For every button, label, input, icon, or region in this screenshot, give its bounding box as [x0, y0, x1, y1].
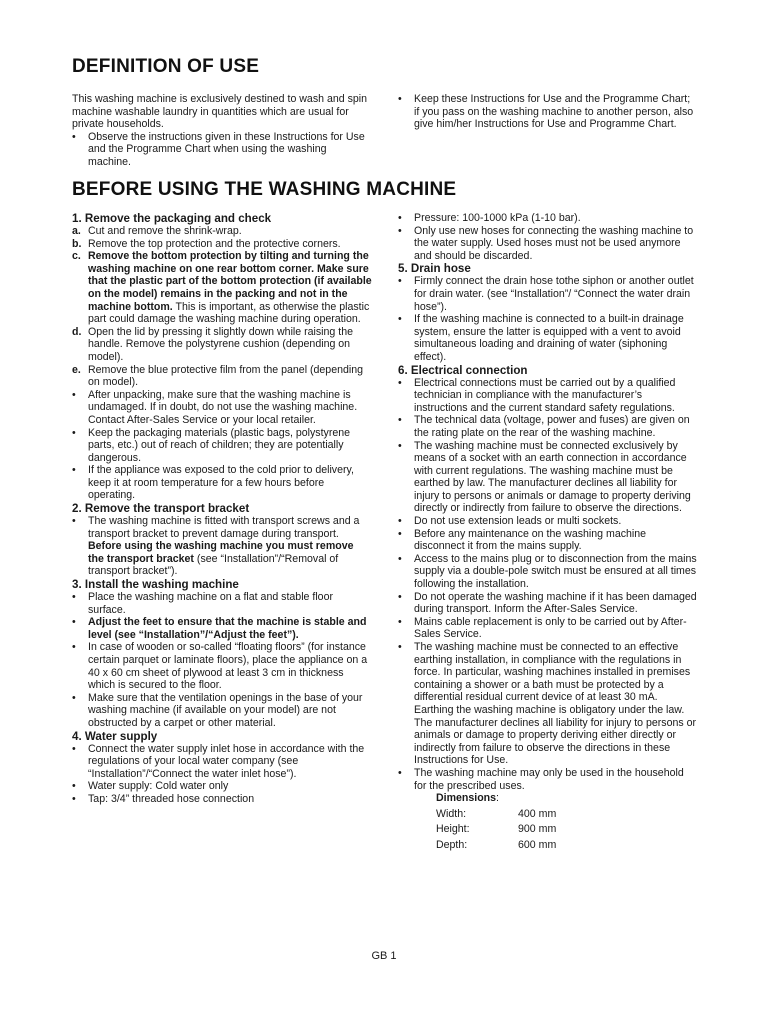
dimension-label: Width: [436, 807, 467, 820]
bullet-text: After unpacking, make sure that the washing machine is undamaged. If in doubt, do not use the washing machine. Contact After-Sales Service or your local retailer. [88, 388, 358, 426]
bullet-text: The washing machine may only be used in the household for the prescribed uses. [414, 766, 684, 792]
list-item [398, 553, 698, 591]
definition-intro: This washing machine is exclusively destined to wash and spin machine washable laundry in quantities which are usual for private households. [72, 93, 368, 131]
left-column [72, 212, 372, 806]
bullet-marker: • [72, 691, 76, 704]
bullet-text: If the washing machine is connected to a built-in drainage system, ensure the latter is equipped with a vent to avoid simultaneous loading and draining of water (siphoning effect). [414, 313, 684, 363]
bullet-marker: • [72, 792, 76, 805]
bullet-marker: • [398, 552, 402, 565]
bullet-marker: • [72, 780, 76, 793]
bullet-text: Connect the water supply inlet hose in accordance with the regulations of your local water company (see “Installation”/“Connect the water inlet hose”). [88, 742, 365, 780]
bullet-marker: • [398, 439, 402, 452]
bullet-text: Pressure: 100-1000 kPa (1-10 bar). [414, 212, 581, 224]
instruction-text: Observe the instructions given in these Instructions for Use and the Programme Chart when using the washing machine. [88, 130, 365, 168]
step-marker: b. [72, 237, 82, 250]
list-item [72, 131, 372, 169]
step-text: Remove the blue protective film from the panel (depending on model). [88, 363, 364, 389]
bullet-marker: • [398, 615, 402, 628]
list-item [72, 389, 372, 427]
bullet-text: Do not operate the washing machine if it has been damaged during transport. Inform the After-Sales Service. [414, 590, 697, 616]
remove-packaging-heading: 1. Remove the packaging and check [72, 212, 272, 225]
list-item [398, 767, 698, 792]
list-item [72, 780, 372, 793]
list-item [398, 212, 698, 225]
bullet-marker: • [72, 515, 76, 528]
bullet-marker: • [398, 641, 402, 653]
dimension-row [436, 808, 698, 821]
bullet-text: The washing machine must be connected exclusively by means of a socket with an earth connection in accordance with current regulations. The washing machine must be earthed by law. The manufacturer declines all liability for injury to persons or animals or damage to property deriving directly or indirectly from failure to observe the directions. [414, 439, 691, 515]
step-text: Cut and remove the shrink-wrap. [88, 225, 242, 237]
list-item [72, 225, 372, 238]
drain-hose-heading: 5. Drain hose [398, 262, 471, 276]
step-marker: a. [72, 225, 81, 237]
list-item [398, 377, 698, 415]
bullet-marker: • [398, 275, 402, 288]
dimension-value: 600 mm [518, 838, 557, 851]
definition-right-column [398, 93, 698, 131]
bullet-text: Only use new hoses for connecting the washing machine to the water supply. Used hoses must not be used anymore and should be discarded. [414, 224, 694, 262]
bullet-text: Water supply: Cold water only [88, 780, 229, 793]
bullet-marker: • [72, 426, 76, 439]
instruction-text: Keep these Instructions for Use and the Programme Chart; if you pass on the washing machine to another person, also give him/her Instructions for Use and Programme Chart. [414, 93, 694, 131]
bullet-marker: • [398, 376, 402, 389]
bullet-text: Electrical connections must be carried out by a qualified technician in compliance with the manufacturer’s instructions and the current standard safety regulations. [414, 376, 676, 414]
bullet-marker: • [398, 527, 402, 540]
bullet-text: Tap: 3/4” threaded hose connection [88, 792, 255, 805]
step-text: Remove the top protection and the protective corners. [88, 237, 341, 250]
warning-text: Remove the bottom protection by tilting and turning the washing machine on one rear bottom corner. Make sure that the plastic part of the bottom protection (if available on the model) remains in the packing and not in the machine bottom. [88, 250, 372, 313]
list-item [398, 591, 698, 616]
bullet-marker: • [72, 641, 76, 654]
bullet-text: Do not use extension leads or multi sockets. [414, 515, 622, 528]
transport-bracket-heading: 2. Remove the transport bracket [72, 502, 250, 516]
bullet-marker: • [72, 130, 76, 143]
dimensions-heading: Dimensions: [436, 792, 499, 805]
dimension-row [436, 823, 698, 836]
list-item [72, 238, 372, 251]
step-text: Open the lid by pressing it slightly down while raising the handle. Remove the polystyrene cushion (depending on model). [88, 325, 353, 363]
bullet-text: Firmly connect the drain hose tothe siphon or another outlet for drain water. (see “Installation”/ “Connect the water drain hose”). [414, 275, 694, 313]
definition-of-use-heading: DEFINITION OF USE [72, 56, 260, 77]
bullet-text: Before any maintenance on the washing machine disconnect it from the mains supply. [414, 527, 647, 553]
list-item [72, 250, 372, 326]
bullet-marker: • [72, 464, 76, 477]
dimension-value: 900 mm [518, 823, 557, 836]
bullet-text [414, 641, 698, 767]
step-marker: d. [72, 325, 82, 338]
list-item [398, 528, 698, 553]
bullet-marker: • [398, 93, 402, 105]
transport-warning: Before using the washing machine you must remove the transport bracket [88, 540, 354, 565]
earthing-text: The washing machine must be connected to an effective earthing installation, in compliance with the regulations in force. In particular, washing machines installed in premises containing a shower or a bath must be protected by a differential residual current device of at least 30 mA. Earthing the washing machine is obligatory under the law. [414, 641, 691, 716]
install-heading: 3. Install the washing machine [72, 578, 239, 592]
explanation-text: This is important, as otherwise the plastic part could damage the washing machine during operation. [88, 300, 370, 326]
bullet-marker: • [398, 515, 402, 528]
before-using-heading: BEFORE USING THE WASHING MACHINE [72, 179, 457, 200]
transport-reference: (see “Installation”/“Removal of transport bracket”). [88, 552, 339, 578]
list-item [398, 515, 698, 528]
dimensions-block [398, 792, 698, 851]
bullet-text: Place the washing machine on a flat and stable floor surface. [88, 591, 333, 616]
bullet-marker: • [398, 766, 402, 779]
list-item [72, 464, 372, 502]
list-item [398, 93, 698, 131]
list-item [398, 440, 698, 516]
electrical-heading: 6. Electrical connection [398, 363, 528, 377]
list-item [398, 414, 698, 439]
bullet-text: Adjust the feet to ensure that the machine is stable and level (see “Installation”/“Adjust the feet”). [88, 616, 367, 641]
list-item [398, 313, 698, 363]
list-item [72, 793, 372, 806]
bullet-text: Mains cable replacement is only to be carried out by After-Sales Service. [414, 615, 687, 641]
bullet-marker: • [72, 616, 76, 629]
list-item [398, 616, 698, 641]
step-text [88, 250, 372, 326]
bullet-text: In case of wooden or so-called “floating floors” (for instance certain parquet or laminate floors), place the appliance on a 40 x 60 cm sheet of plywood at least 3 cm in thickness which is secured to the floor. [88, 641, 368, 692]
step-marker: c. [72, 250, 81, 263]
bullet-text: Make sure that the ventilation openings in the base of your washing machine (if available on your model) are not obstructed by a carpet or other material. [88, 691, 363, 729]
list-item [398, 225, 698, 263]
bullet-marker: • [398, 313, 402, 326]
dimension-label: Depth: [436, 838, 468, 851]
page-number: GB 1 [371, 950, 397, 962]
bullet-marker: • [72, 742, 76, 755]
list-item [72, 364, 372, 389]
bullet-marker: • [398, 414, 402, 427]
list-item [398, 641, 698, 767]
liability-text: The manufacturer declines all liability for injury to persons or animals or damage to property deriving either directly or indirectly from failure to observe the directions in these Instructions for Use. [414, 716, 697, 767]
list-item [72, 427, 372, 465]
bullet-marker: • [72, 591, 76, 604]
list-item [72, 692, 372, 730]
transport-text: The washing machine is fitted with transport screws and a transport bracket to prevent damage during transport. [88, 515, 360, 540]
bullet-text: Keep the packaging materials (plastic bags, polystyrene parts, etc.) out of reach of children; they are potentially dangerous. [88, 426, 351, 464]
definition-left-column [72, 93, 372, 169]
dimension-row [436, 839, 698, 852]
list-item [72, 743, 372, 781]
dimension-label: Height: [436, 823, 470, 836]
bullet-text: Access to the mains plug or to disconnection from the mains supply via a double-pole switch must be ensured at all times following the installation. [414, 552, 697, 591]
bullet-text: If the appliance was exposed to the cold prior to delivery, keep it at room temperature for a few hours before operating. [88, 464, 354, 502]
list-item [398, 275, 698, 313]
list-item [72, 616, 372, 641]
bullet-marker: • [398, 224, 402, 237]
dimension-value: 400 mm [518, 807, 557, 820]
list-item [72, 591, 372, 616]
water-supply-heading: 4. Water supply [72, 729, 158, 743]
bullet-marker: • [398, 212, 402, 224]
list-item [72, 641, 372, 691]
list-item [72, 326, 372, 364]
step-marker: e. [72, 363, 81, 376]
bullet-marker: • [72, 388, 76, 401]
bullet-text: The technical data (voltage, power and fuses) are given on the rating plate on the rear of the washing machine. [414, 414, 690, 439]
bullet-text [88, 515, 372, 578]
right-column [398, 212, 698, 855]
bullet-marker: • [398, 590, 402, 603]
list-item [72, 515, 372, 578]
